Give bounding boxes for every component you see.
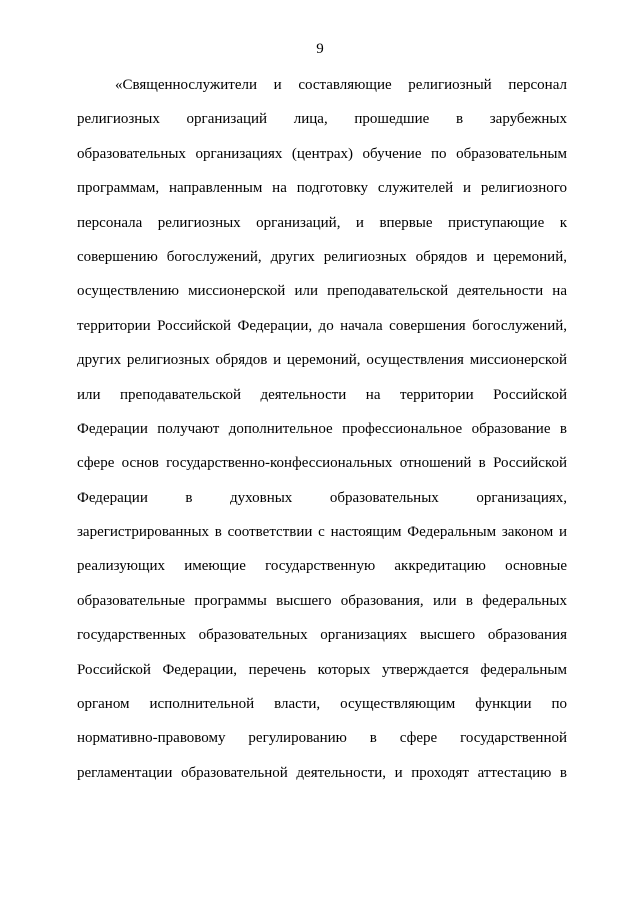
text-line: регламентации образовательной деятельности, и проходят аттестацию в [77, 764, 567, 781]
page-number: 9 [316, 41, 324, 57]
text-line: религиозных организаций лица, прошедшие в зарубежных [77, 111, 567, 128]
body-text [77, 74, 567, 796]
text-line: осуществлению миссионерской или преподавательской деятельности на [77, 283, 567, 300]
text-line: или преподавательской деятельности на территории Российской [77, 386, 567, 403]
text-line: программам, направленным на подготовку служителей и религиозного [77, 180, 567, 197]
text-line: Российской Федерации, перечень которых утверждается федеральным [77, 661, 567, 678]
text-line: органом исполнительной власти, осуществляющим функции по [77, 696, 567, 713]
text-line: зарегистрированных в соответствии с настоящим Федеральным законом и [77, 524, 567, 541]
text-line: Федерации получают дополнительное профессиональное образование в [77, 420, 567, 437]
text-line: нормативно-правовому регулированию в сфере государственной [77, 730, 567, 747]
text-line: Федерации в духовных образовательных организациях, [77, 489, 567, 506]
text-line: персонала религиозных организаций, и впервые приступающие к [77, 214, 567, 231]
text-line: «Священнослужители и составляющие религиозный персонал [115, 77, 567, 93]
text-line: государственных образовательных организациях высшего образования [77, 627, 567, 644]
text-line: сфере основ государственно-конфессиональных отношений в Российской [77, 455, 567, 472]
text-line: образовательных организациях (центрах) обучение по образовательным [77, 145, 567, 162]
text-line: образовательные программы высшего образования, или в федеральных [77, 592, 567, 609]
text-line: реализующих имеющие государственную аккредитацию основные [77, 558, 567, 575]
text-line: других религиозных обрядов и церемоний, осуществления миссионерской [77, 352, 567, 369]
text-line: совершению богослужений, других религиозных обрядов и церемоний, [77, 248, 567, 265]
text-line: территории Российской Федерации, до начала совершения богослужений, [77, 317, 567, 334]
